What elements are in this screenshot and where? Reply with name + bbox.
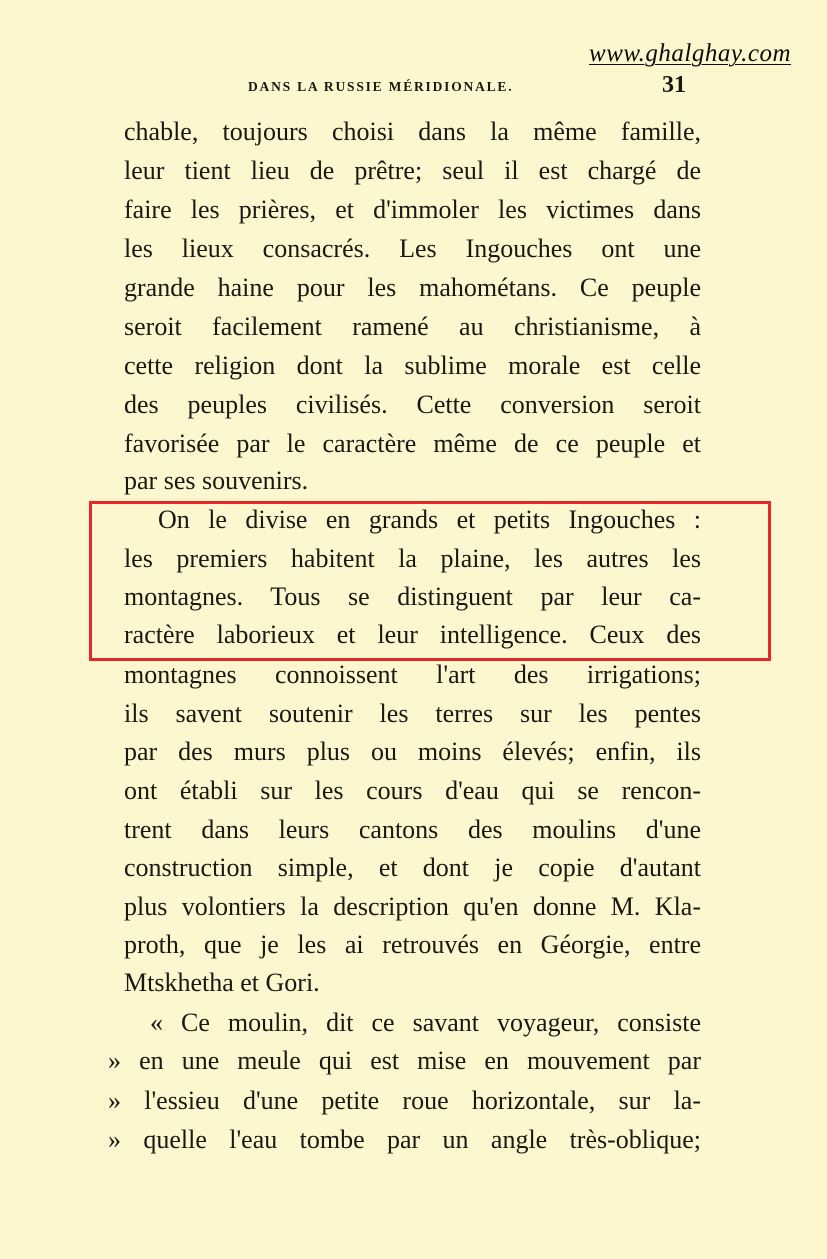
text-line-7: cette religion dont la sublime morale est celle	[124, 351, 701, 380]
text-line-2: leur tient lieu de prêtre; seul il est chargé de	[124, 156, 701, 185]
text-line-14: ractère laborieux et leur intelligence. Ceux des	[124, 620, 701, 649]
text-line-11: On le divise en grands et petits Ingouches :	[158, 505, 701, 534]
text-line-18: ont établi sur les cours d'eau qui se rencon-	[124, 776, 701, 805]
page-number: 31	[662, 72, 686, 98]
text-line-19: trent dans leurs cantons des moulins d'une	[124, 815, 701, 844]
text-line-5: grande haine pour les mahométans. Ce peuple	[124, 273, 701, 302]
running-head: DANS LA RUSSIE MÉRIDIONALE.	[248, 79, 514, 94]
text-line-3: faire les prières, et d'immoler les victimes dans	[124, 195, 701, 224]
text-line-16: ils savent soutenir les terres sur les pentes	[124, 699, 701, 728]
text-line-24: « Ce moulin, dit ce savant voyageur, consiste	[150, 1008, 701, 1037]
text-line-25: » en une meule qui est mise en mouvement par	[108, 1046, 701, 1075]
text-line-22: proth, que je les ai retrouvés en Géorgie, entre	[124, 930, 701, 959]
text-line-15: montagnes connoissent l'art des irrigations;	[124, 660, 701, 689]
text-line-6: seroit facilement ramené au christianisme, à	[124, 312, 701, 341]
text-line-26: » l'essieu d'une petite roue horizontale, sur la-	[108, 1086, 701, 1115]
text-line-10: par ses souvenirs.	[124, 466, 309, 495]
text-line-4: les lieux consacrés. Les Ingouches ont une	[124, 234, 701, 263]
highlight-box	[89, 501, 771, 661]
text-line-13: montagnes. Tous se distinguent par leur ca-	[124, 582, 701, 611]
text-line-23: Mtskhetha et Gori.	[124, 968, 320, 997]
text-line-9: favorisée par le caractère même de ce peuple et	[124, 429, 701, 458]
text-line-8: des peuples civilisés. Cette conversion seroit	[124, 390, 701, 419]
watermark-text: www.ghalghay.com	[589, 40, 791, 67]
text-line-20: construction simple, et dont je copie d'autant	[124, 853, 701, 882]
text-line-21: plus volontiers la description qu'en donne M. Kla-	[124, 892, 701, 921]
text-line-12: les premiers habitent la plaine, les autres les	[124, 544, 701, 573]
text-line-17: par des murs plus ou moins élevés; enfin, ils	[124, 737, 701, 766]
text-line-1: chable, toujours choisi dans la même famille,	[124, 117, 701, 146]
text-line-27: » quelle l'eau tombe par un angle très-oblique;	[108, 1125, 701, 1154]
